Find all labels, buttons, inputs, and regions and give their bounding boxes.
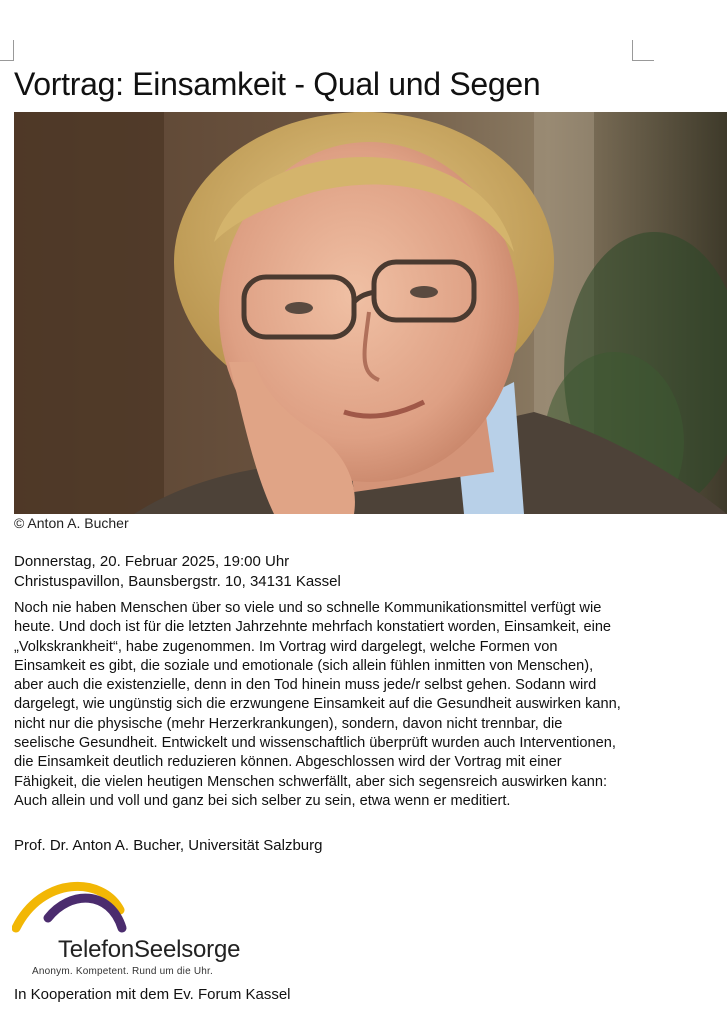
crop-mark-top-left (0, 40, 14, 61)
event-location: Christuspavillon, Baunsbergstr. 10, 34131 Kassel (14, 573, 341, 590)
speaker-name: Prof. Dr. Anton A. Bucher, Universität Salzburg (14, 837, 323, 854)
speaker-portrait-illustration (14, 112, 727, 514)
photo-credit: © Anton A. Bucher (14, 515, 129, 531)
crop-mark-top-right (632, 40, 654, 61)
event-description: Noch nie haben Menschen über so viele und so schnelle Kommunikationsmittel verfügt wie heute. Und doch ist für die letzten Jahrzehnte mehrfach konstatiert worden, Einsamkeit, eine „Volkskrankheit“, habe zugenommen. Im Vortrag wird dargelegt, welche Formen von Einsamkeit es gibt, die soziale und emotionale (sich allein fühlen inmitten von Menschen), aber auch die existenzielle, denn in den Tod hinein muss jede/r selbst gehen. Sodann wird dargelegt, wie ungünstig sich die erzwungene Einsamkeit auf die Gesundheit auswirken kann, nicht nur die physische (mehr Herzerkrankungen), sondern, davon nicht trennbar, die seelische Gesundheit. Entwickelt und wissenschaftlich überprüft wurden auch Interventionen, die Einsamkeit deutlich reduzieren können. Abgeschlossen wird der Vortrag mit einer Fähigkeit, die vielen heutigen Menschen schwerfällt, aber sich segensreich auswirken kann: Auch allein und voll und ganz bei sich selber zu sein, etwa wenn er meditiert. (14, 600, 621, 809)
event-date-time: Donnerstag, 20. Februar 2025, 19:00 Uhr (14, 553, 290, 570)
cooperation-note: In Kooperation mit dem Ev. Forum Kassel (14, 986, 291, 1003)
logo-wordmark: TelefonSeelsorge (58, 936, 241, 963)
page-title: Vortrag: Einsamkeit - Qual und Segen (14, 66, 541, 102)
telefonseelsorge-logo-arcs (12, 880, 272, 980)
logo-tagline: Anonym. Kompetent. Rund um die Uhr. (32, 966, 213, 977)
speaker-photo (14, 112, 727, 514)
